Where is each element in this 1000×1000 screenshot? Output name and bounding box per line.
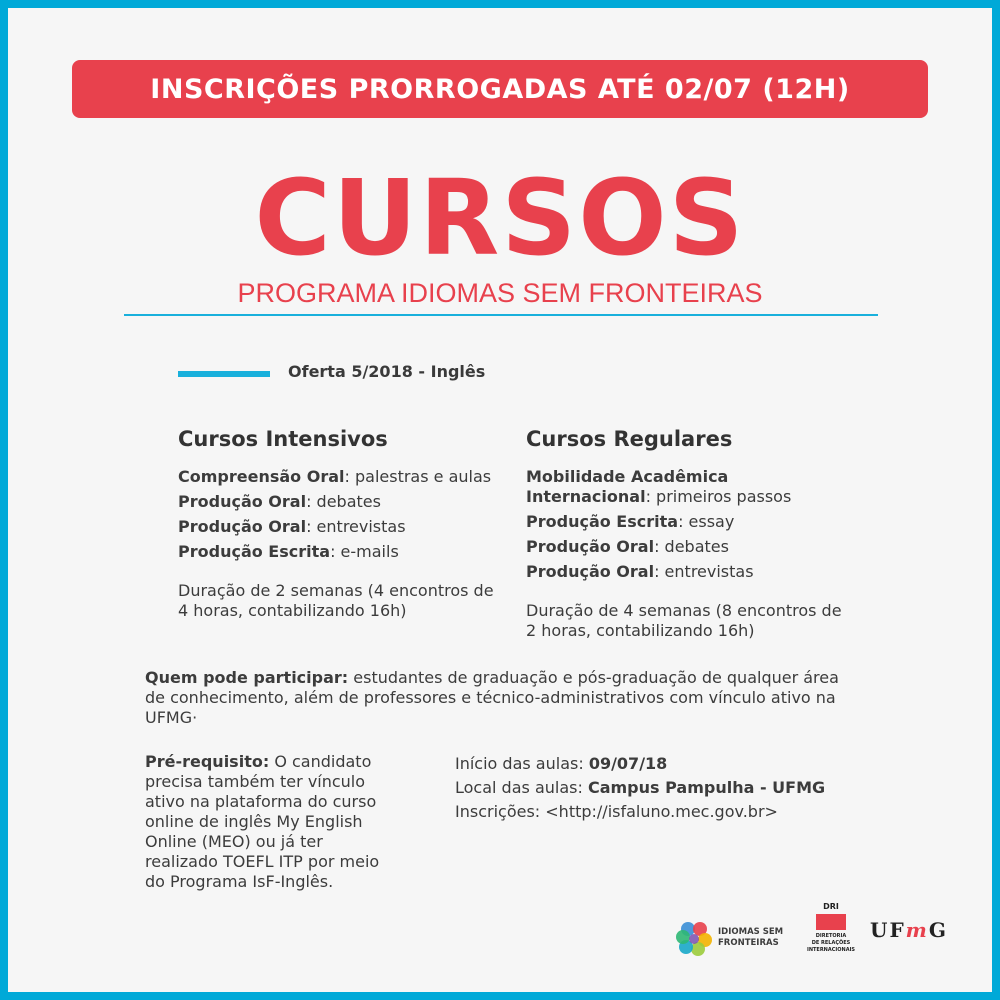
start-date: Início das aulas: 09/07/18: [455, 754, 668, 773]
poster: [8, 8, 992, 992]
intensive-duration: Duração de 2 semanas (4 encontros de 4 horas, contabilizando 16h): [178, 581, 494, 620]
regular-heading: Cursos Regulares: [526, 427, 733, 451]
list-item: Produção Escrita: e-mails: [178, 542, 399, 561]
list-item: Produção Oral: entrevistas: [178, 517, 406, 536]
ufmg-logo: UF m G: [870, 918, 948, 942]
deadline-text: INSCRIÇÕES PRORROGADAS ATÉ 02/07 (12H): [150, 73, 850, 105]
list-item: Compreensão Oral: palestras e aulas: [178, 467, 492, 486]
list-item: Produção Oral: entrevistas: [526, 562, 754, 581]
offer-accent-bar: [178, 371, 270, 377]
registration: Inscrições: <http://isfaluno.mec.gov.br>: [455, 802, 778, 821]
eligibility-label: Quem pode participar:: [145, 668, 349, 687]
list-item: Mobilidade Acadêmica Internacional: primeiros passos: [526, 467, 792, 506]
divider: [124, 314, 878, 316]
offer-label: Oferta 5/2018 - Inglês: [288, 362, 486, 381]
regular-duration: Duração de 4 semanas (8 encontros de 2 horas, contabilizando 16h): [526, 601, 842, 640]
registration-link[interactable]: <http://isfaluno.mec.gov.br>: [545, 802, 778, 821]
program-subtitle: PROGRAMA IDIOMAS SEM FRONTEIRAS: [237, 278, 763, 308]
course-info: [455, 752, 895, 824]
regular-courses: [526, 426, 846, 641]
list-item: Produção Escrita: essay: [526, 512, 735, 531]
list-item: Produção Oral: debates: [178, 492, 381, 511]
intensive-courses: [178, 426, 498, 621]
prerequisite: [145, 752, 385, 892]
list-item: Produção Oral: debates: [526, 537, 729, 556]
location: Local das aulas: Campus Pampulha - UFMG: [455, 778, 826, 797]
prerequisite-text: O candidato precisa também ter vínculo ativo na plataforma do curso online de inglês My English Online (MEO) ou já ter realizado TOEFL ITP por meio do Programa IsF-Inglês.: [145, 752, 380, 891]
deadline-banner: [72, 60, 928, 118]
isf-flower-icon: [674, 918, 714, 958]
dri-logo: DRI DIRETORIA DE RELAÇÕES INTERNACIONAIS: [806, 902, 856, 953]
page-title: CURSOS: [254, 157, 746, 279]
eligibility: [145, 668, 845, 728]
isf-logo: IDIOMAS SEM FRONTEIRAS: [674, 910, 794, 966]
eligibility-text: estudantes de graduação e pós-graduação de qualquer área de conhecimento, além de professores e técnico-administrativos com vínculo ativo na UFMG·: [145, 668, 839, 727]
intensive-heading: Cursos Intensivos: [178, 427, 388, 451]
prerequisite-label: Pré-requisito:: [145, 752, 270, 771]
